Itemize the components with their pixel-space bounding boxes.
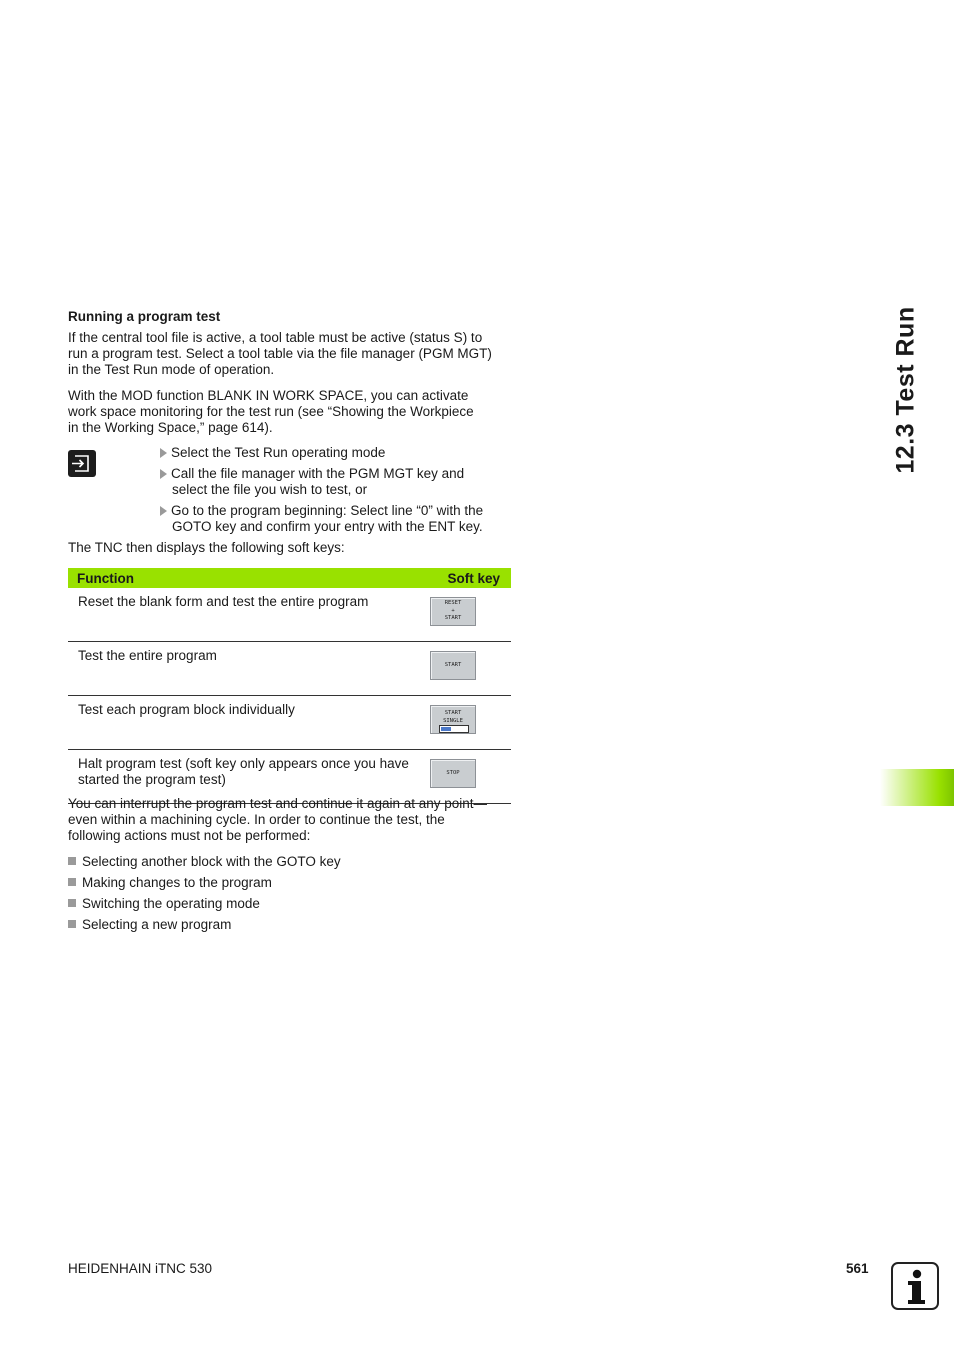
bullet-square-icon: [68, 920, 76, 928]
info-icon[interactable]: [891, 1262, 939, 1310]
interrupt-paragraph: You can interrupt the program test and continue it again at any point— even within a machining cycle. In order to continue the test, the following actions must not be performed:: [68, 796, 488, 844]
list-item: Selecting a new program: [68, 917, 231, 933]
step-goto-beginning: Go to the program beginning: Select line “0” with the GOTO key and confirm your entry with the ENT key.: [160, 503, 483, 535]
function-cell: Test the entire program: [68, 642, 421, 696]
start-single-softkey[interactable]: START SINGLE: [430, 705, 476, 734]
arrow-icon: [160, 469, 167, 479]
chapter-tab-marker: [880, 769, 954, 806]
header-softkey: Soft key: [421, 568, 511, 588]
bullet-square-icon: [68, 878, 76, 886]
function-cell: Reset the blank form and test the entire program: [68, 588, 421, 642]
softkeys-intro: The TNC then displays the following soft keys:: [68, 540, 345, 555]
header-function: Function: [68, 568, 421, 588]
blank-workspace-paragraph: With the MOD function BLANK IN WORK SPACE, you can activate work space monitoring for the test run (see “Showing the Workpiece in the Working Space,” page 614).: [68, 388, 474, 436]
softkey-cell: [421, 642, 511, 696]
bullet-square-icon: [68, 899, 76, 907]
step-file-manager: Call the file manager with the PGM MGT key and select the file you wish to test, or: [160, 466, 464, 498]
progress-bar-icon: [439, 725, 469, 733]
list-item: Making changes to the program: [68, 875, 272, 891]
list-item: Selecting another block with the GOTO key: [68, 854, 341, 870]
function-cell: Test each program block individually: [68, 696, 421, 750]
function-cell: Halt program test (soft key only appears once you have started the program test): [68, 750, 421, 804]
section-heading: Running a program test: [68, 309, 221, 324]
start-softkey[interactable]: START: [430, 651, 476, 680]
intro-paragraph: If the central tool file is active, a tool table must be active (status S) to run a program test. Select a tool table via the file manager (PGM MGT) in the Test Run mode of operation.: [68, 330, 492, 378]
test-run-mode-key-icon: [68, 450, 96, 477]
softkey-table: [68, 568, 511, 804]
table-row: [68, 696, 511, 750]
reset-start-softkey[interactable]: RESET + START: [430, 597, 476, 626]
chapter-title: 12.3 Test Run: [891, 306, 920, 474]
softkey-cell: [421, 696, 511, 750]
arrow-icon: [160, 506, 167, 516]
stop-softkey[interactable]: STOP: [430, 759, 476, 788]
arrow-icon: [160, 448, 167, 458]
step-select-mode: Select the Test Run operating mode: [160, 445, 385, 461]
table-row: [68, 642, 511, 696]
softkey-cell: [421, 588, 511, 642]
bullet-square-icon: [68, 857, 76, 865]
table-row: [68, 588, 511, 642]
list-item: Switching the operating mode: [68, 896, 260, 912]
page-number: 561: [846, 1261, 869, 1276]
table-header-row: [68, 568, 511, 588]
footer-product: HEIDENHAIN iTNC 530: [68, 1261, 213, 1276]
